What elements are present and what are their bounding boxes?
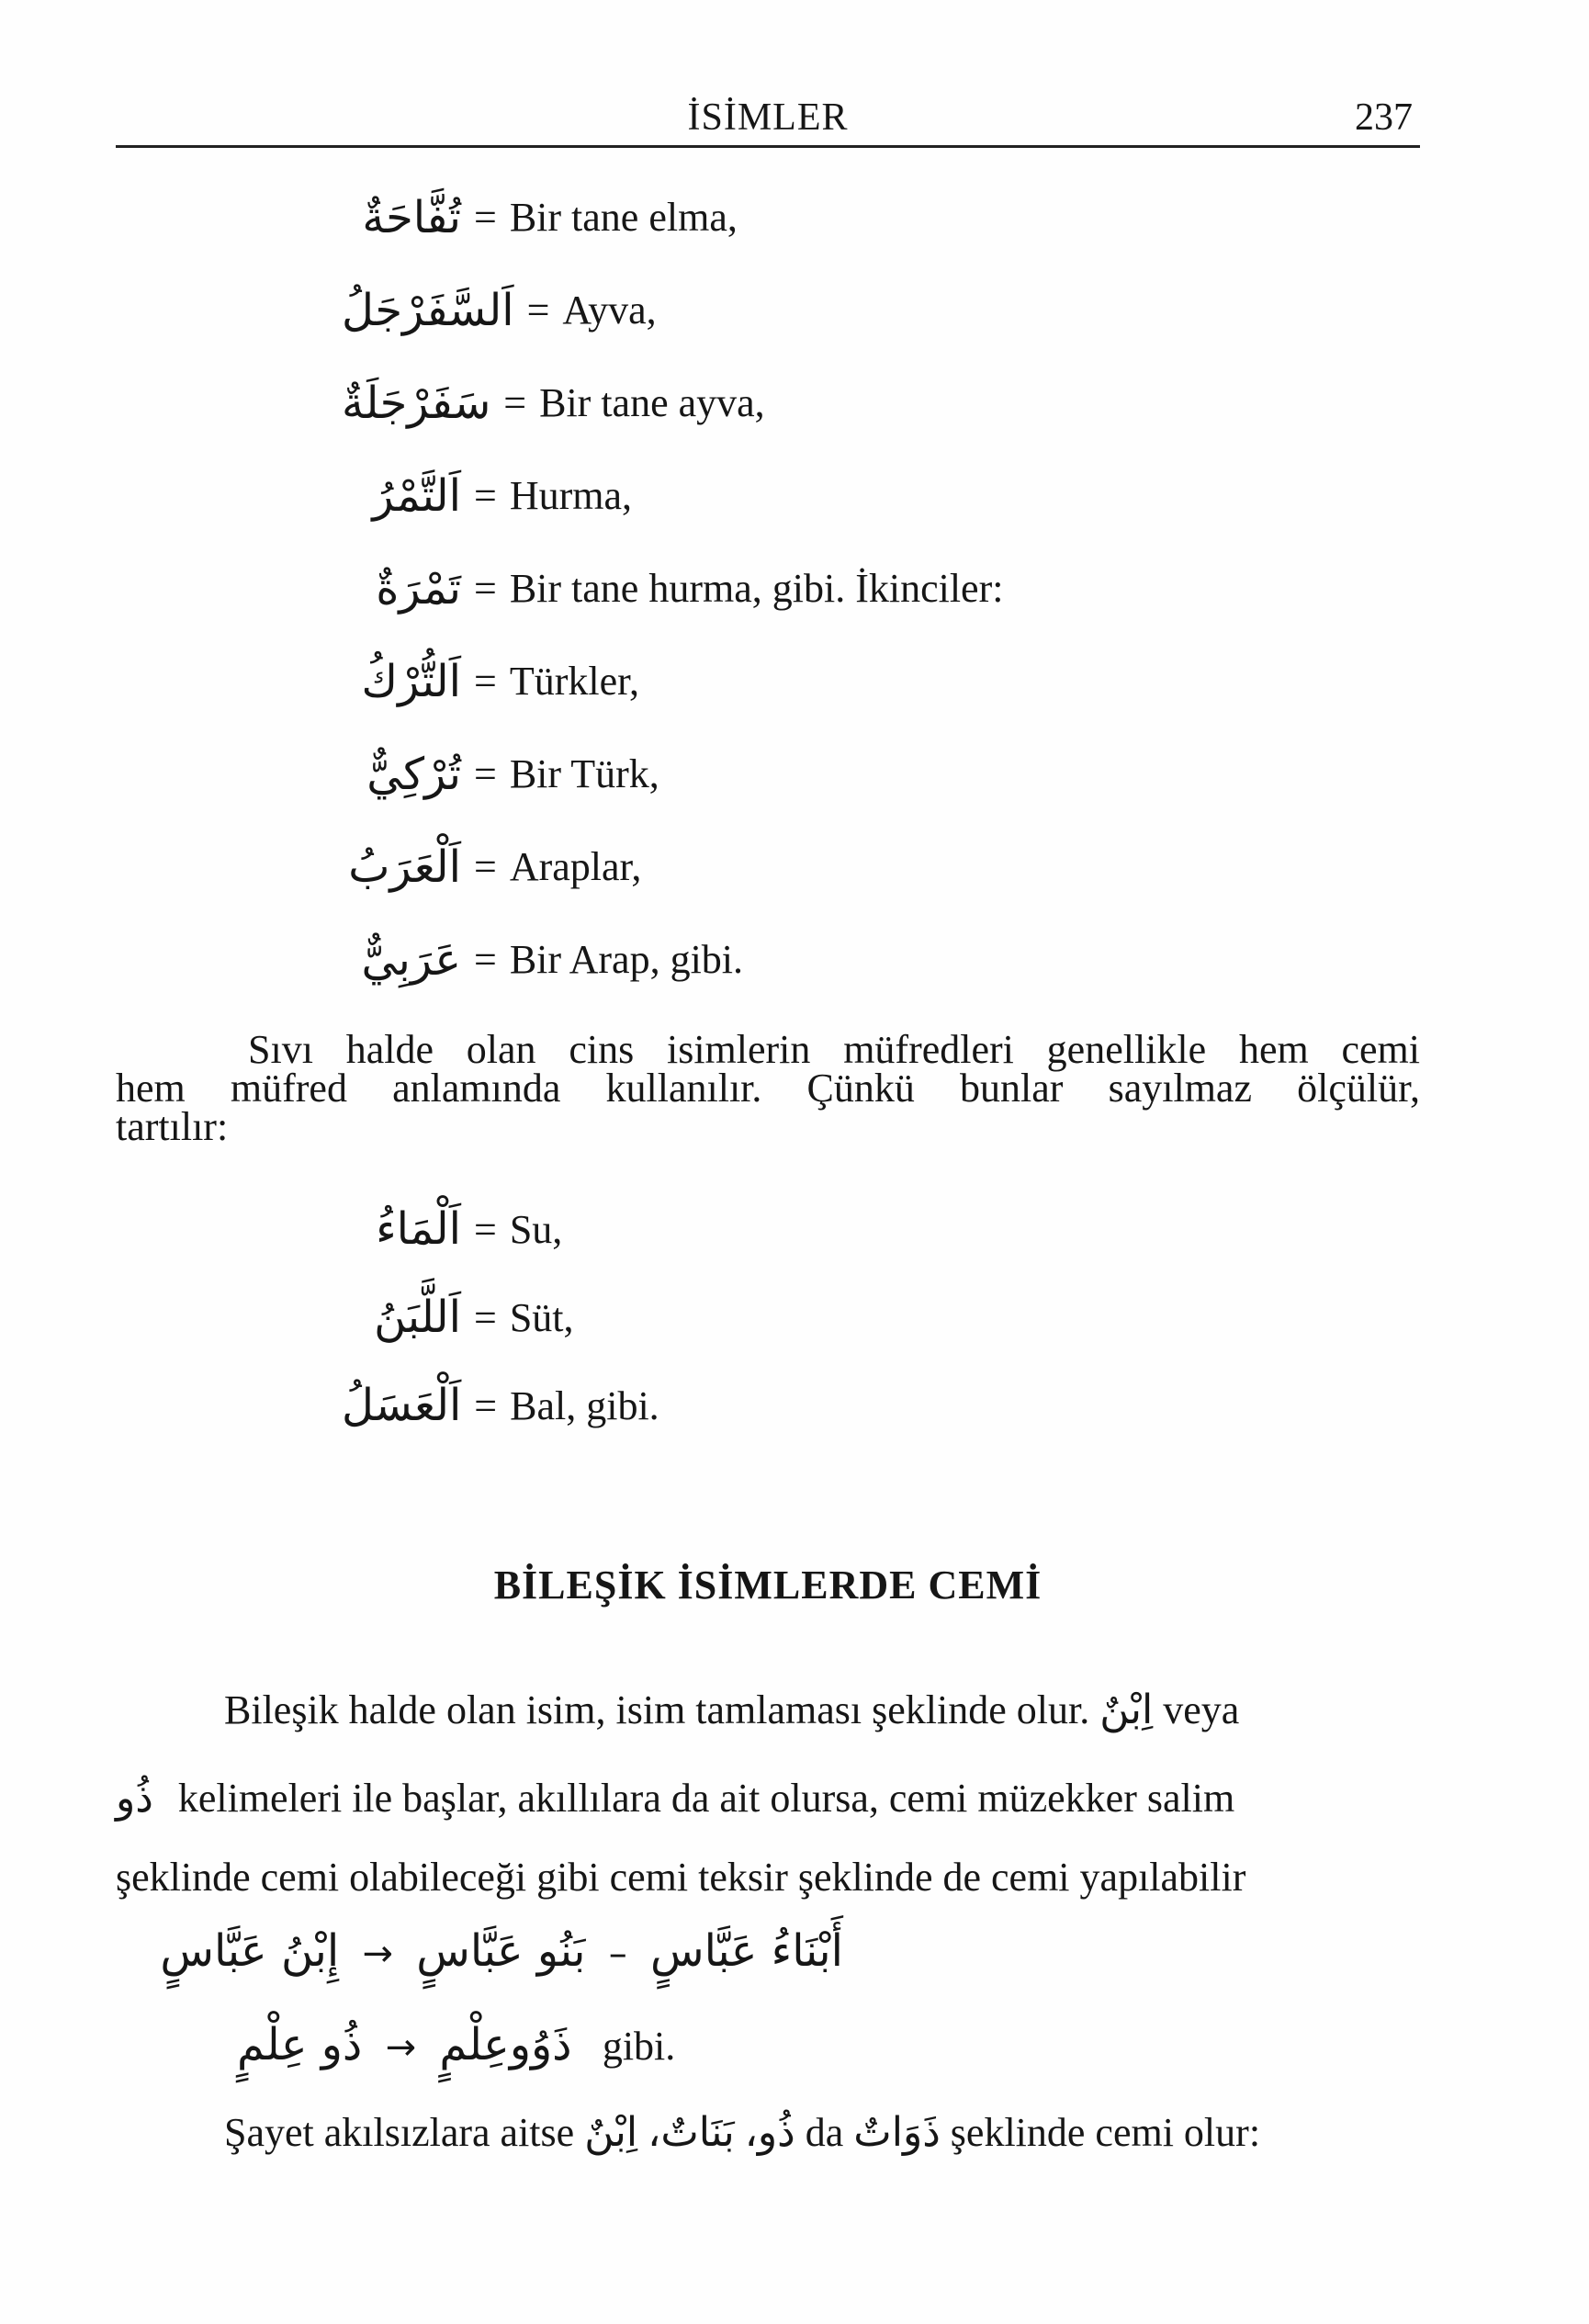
header-rule [116, 145, 1420, 148]
paragraph-line: hem müfred anlamında kullanılır. Çünkü bunlar sayılmaz ölçülür, [116, 1066, 1420, 1111]
vocab-row [342, 1273, 659, 1361]
equals-sign: = [474, 1206, 497, 1252]
arabic-inline: اِبْنٌ [1099, 1687, 1154, 1733]
equals-sign: = [474, 751, 497, 796]
example-arabic: ذَوُوعِلْمٍ [439, 2019, 572, 2070]
paragraph-text: da [805, 2110, 844, 2155]
paragraph-line [116, 1687, 1420, 1733]
arabic-word: اَلْمَاءُ [376, 1203, 461, 1255]
equals-sign: = [474, 566, 497, 611]
meaning: Bir Türk, [509, 751, 659, 796]
meaning: Süt, [509, 1294, 574, 1340]
paragraph-text: veya [1163, 1687, 1240, 1732]
vocab-row [342, 449, 1003, 542]
paragraph-text: kelimeleri ile başlar, akıllılara da ait olursa, cemi müzekker salim [177, 1776, 1235, 1821]
arabic-word: اَلتُّرْكُ [361, 655, 461, 707]
page-number: 237 [1355, 96, 1413, 139]
meaning: Bir Arap, gibi. [509, 937, 744, 982]
equals-sign: = [474, 195, 497, 240]
section-heading: BİLEŞİK İSİMLERDE CEMİ [493, 1562, 1042, 1608]
paragraph-text: şeklinde cemi olur: [950, 2110, 1261, 2155]
meaning: Su, [509, 1206, 563, 1252]
vocab-row [342, 820, 1003, 913]
vocab-row [342, 356, 1003, 449]
meaning: Bir tane hurma, gibi. İkinciler: [509, 566, 1004, 611]
arabic-word: اَلْعَرَبُ [348, 840, 461, 893]
vocab-row [342, 635, 1003, 728]
meaning: Ayva, [562, 288, 657, 333]
vocab-row [342, 1185, 659, 1273]
vocabulary-list-1 [342, 171, 1003, 1006]
vocab-row [342, 728, 1003, 820]
arabic-inline: ذَوَاتٌ [853, 2109, 941, 2156]
meaning: Türkler, [509, 659, 640, 704]
arabic-word: اَلسَّفَرْجَلُ [342, 284, 514, 336]
example-arabic: إِبْنُ عَبَّاسٍ [160, 1925, 340, 1977]
example-arabic: أَبْنَاءُ عَبَّاسٍ [650, 1925, 843, 1977]
paragraph-line [116, 1775, 1420, 1822]
arabic-word: تُفَّاحَةٌ [362, 191, 461, 243]
arabic-word: اَلتَّمْرُ [372, 469, 461, 522]
paragraph-liquid-nouns [116, 1027, 1420, 1149]
meaning: Bir tane ayva, [539, 380, 765, 425]
equals-sign: = [474, 1382, 498, 1428]
example-arabic: بَنُو عَبَّاسٍ [416, 1925, 586, 1977]
arabic-inline: بَنَاتٌ، [648, 2109, 735, 2156]
arabic-inline: ذُو [116, 1775, 153, 1822]
arabic-word: عَرَبِيٌّ [361, 933, 461, 986]
arabic-word: سَفَرْجَلَةٌ [342, 377, 491, 429]
meaning: Hurma, [509, 473, 633, 518]
vocab-row [342, 171, 1003, 264]
vocab-row [342, 1361, 659, 1450]
paragraph-line: Sıvı halde olan cins isimlerin müfredleri genellikle hem cemi [248, 1027, 1420, 1072]
meaning: Bal, gibi. [510, 1382, 659, 1428]
equals-sign: = [503, 380, 527, 425]
paragraph-text: Bileşik halde olan isim, isim tamlaması şeklinde olur. [224, 1687, 1090, 1732]
arrow-icon: → [385, 2026, 417, 2069]
arabic-word: اَلْعَسَلُ [342, 1380, 462, 1431]
vocab-row [342, 264, 1003, 356]
vocabulary-list-2 [342, 1185, 659, 1450]
equals-sign: = [526, 288, 550, 333]
equals-sign: = [474, 1294, 497, 1340]
arrow-icon: → [362, 1933, 393, 1975]
equals-sign: = [474, 937, 497, 982]
meaning: Araplar, [509, 844, 642, 889]
arabic-word: اَللَّبَنُ [374, 1292, 461, 1343]
example-line-2 [237, 2019, 1155, 2070]
example-gibi: gibi. [602, 2024, 676, 2069]
arabic-inline: ذُو، [744, 2109, 795, 2156]
equals-sign: = [474, 844, 497, 889]
page-header [116, 88, 1420, 147]
arabic-word: تُرْكِيٌّ [366, 748, 461, 800]
equals-sign: = [474, 659, 497, 704]
arabic-inline: اِبْنٌ [584, 2109, 638, 2156]
paragraph-line [116, 2109, 1420, 2156]
paragraph-line [116, 1854, 1420, 1901]
paragraph-line: tartılır: [116, 1104, 229, 1149]
meaning: Bir tane elma, [509, 195, 738, 240]
example-line-1 [160, 1925, 843, 1977]
arabic-word: تَمْرَةٌ [376, 562, 461, 615]
dash: – [608, 1933, 627, 1975]
equals-sign: = [474, 473, 497, 518]
running-title: İSİMLER [687, 96, 849, 139]
example-arabic: ذُو عِلْمٍ [237, 2019, 363, 2070]
paragraph-text: Şayet akılsızlara aitse [224, 2110, 575, 2155]
vocab-row [342, 913, 1003, 1006]
paragraph-text: şeklinde cemi olabileceği gibi cemi teksir şeklinde de cemi yapılabilir [116, 1855, 1246, 1900]
vocab-row [342, 542, 1003, 635]
